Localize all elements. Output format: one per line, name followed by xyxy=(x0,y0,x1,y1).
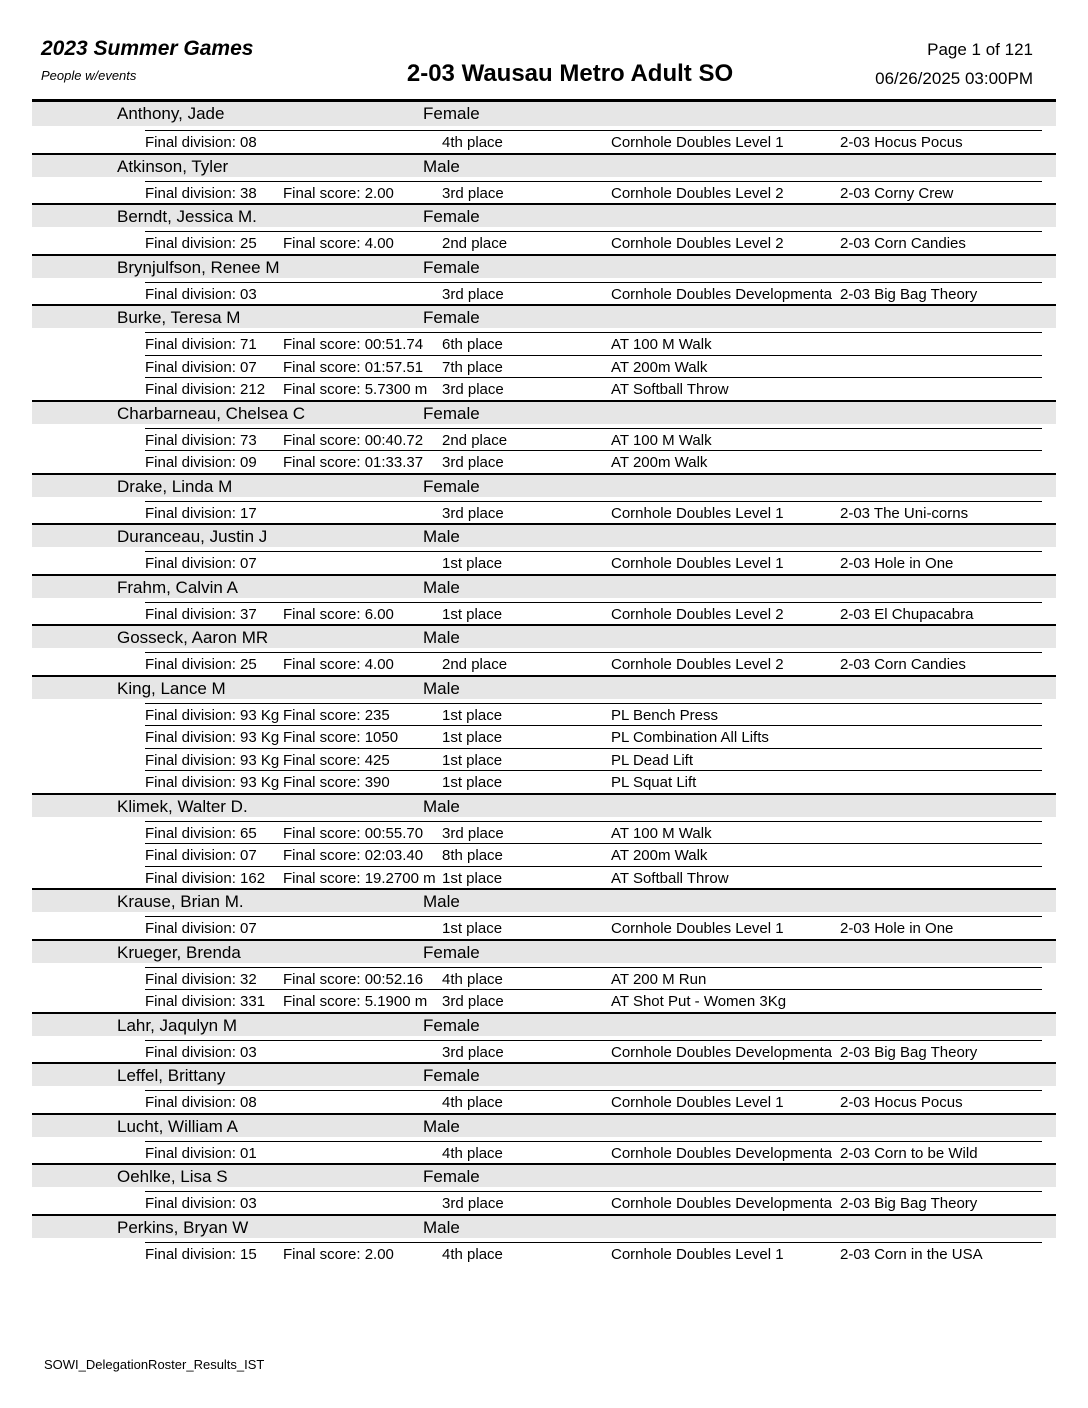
person-gender: Female xyxy=(423,207,480,226)
person-name: Leffel, Brittany xyxy=(117,1066,226,1085)
final-division: Final division: 32 xyxy=(145,970,257,988)
place: 3rd place xyxy=(442,1043,504,1061)
person-entry xyxy=(0,400,1088,473)
person-gender: Female xyxy=(423,1015,480,1035)
place: 3rd place xyxy=(442,454,504,471)
person-name: Anthony, Jade xyxy=(117,104,225,123)
event-list xyxy=(0,598,1088,625)
event-row xyxy=(145,130,1042,153)
person-header-row xyxy=(32,1012,1056,1036)
place: 4th place xyxy=(442,1144,503,1162)
final-score: Final score: 00:52.16 xyxy=(283,970,424,988)
person-header-row xyxy=(32,624,1056,648)
place: 1st place xyxy=(442,706,503,724)
event-row xyxy=(145,282,1042,305)
team-name: 2-03 Hole in One xyxy=(840,555,954,572)
person-name: Lucht, William A xyxy=(117,1116,238,1136)
final-score: Final score: 5.1900 m xyxy=(283,993,428,1010)
event-row xyxy=(145,1191,1042,1214)
place: 4th place xyxy=(442,970,503,988)
final-division: Final division: 03 xyxy=(145,285,257,303)
event-name: AT Softball Throw xyxy=(611,381,729,398)
team-name: 2-03 Corn in the USA xyxy=(840,1245,983,1263)
team-name: 2-03 Hocus Pocus xyxy=(840,1094,963,1111)
event-row xyxy=(145,1141,1042,1164)
final-division: Final division: 25 xyxy=(145,656,257,673)
final-division: Final division: 93 Kg xyxy=(145,706,280,724)
person-entry xyxy=(0,523,1088,574)
report-subtitle: People w/events xyxy=(41,68,137,83)
final-division: Final division: 162 xyxy=(145,869,266,887)
event-name: PL Combination All Lifts xyxy=(611,729,769,746)
place: 4th place xyxy=(442,1245,503,1263)
event-row xyxy=(145,916,1042,939)
event-name: AT Softball Throw xyxy=(611,869,729,887)
person-gender: Female xyxy=(423,308,480,327)
final-division: Final division: 25 xyxy=(145,235,257,252)
place: 6th place xyxy=(442,336,503,353)
event-row xyxy=(145,231,1042,254)
event-row xyxy=(145,332,1042,355)
person-header-row xyxy=(32,523,1056,547)
person-gender: Male xyxy=(423,156,460,176)
team-name: 2-03 El Chupacabra xyxy=(840,605,974,623)
person-header-row xyxy=(32,254,1056,278)
event-name: AT 200m Walk xyxy=(611,847,708,864)
person-entry xyxy=(0,939,1088,1012)
report-footer: SOWI_DelegationRoster_Results_IST xyxy=(44,1357,265,1372)
event-row xyxy=(145,989,1042,1012)
final-score: Final score: 4.00 xyxy=(283,235,394,252)
event-row xyxy=(145,377,1042,400)
person-header-row xyxy=(32,153,1056,177)
final-division: Final division: 07 xyxy=(145,920,257,937)
person-name: Krueger, Brenda xyxy=(117,942,241,962)
final-division: Final division: 07 xyxy=(145,555,257,572)
event-row xyxy=(145,428,1042,451)
final-division: Final division: 38 xyxy=(145,184,257,202)
person-entry xyxy=(0,675,1088,793)
place: 2nd place xyxy=(442,656,508,673)
person-name: Oehlke, Lisa S xyxy=(117,1167,228,1186)
delegation-title: 2-03 Wausau Metro Adult SO xyxy=(406,60,734,87)
event-row xyxy=(145,967,1042,990)
person-header-row xyxy=(32,675,1056,699)
person-header-row xyxy=(32,400,1056,424)
final-score: Final score: 01:33.37 xyxy=(283,454,424,471)
final-division: Final division: 03 xyxy=(145,1195,257,1212)
final-division: Final division: 09 xyxy=(145,454,257,471)
event-list xyxy=(0,1086,1088,1113)
final-division: Final division: 73 xyxy=(145,431,257,449)
event-list xyxy=(0,227,1088,254)
person-name: Klimek, Walter D. xyxy=(117,796,248,816)
person-gender: Male xyxy=(423,678,460,698)
event-list xyxy=(0,1137,1088,1164)
final-score: Final score: 425 xyxy=(283,751,390,769)
person-name: Brynjulfson, Renee M xyxy=(117,257,280,277)
event-name: AT 200m Walk xyxy=(611,358,708,376)
place: 3rd place xyxy=(442,381,504,398)
person-header-row xyxy=(32,1163,1056,1187)
person-entry xyxy=(0,254,1088,305)
person-name: Gosseck, Aaron MR xyxy=(117,628,269,647)
person-gender: Male xyxy=(423,892,460,911)
team-name: 2-03 Big Bag Theory xyxy=(840,285,978,303)
team-name: 2-03 Hole in One xyxy=(840,920,954,937)
person-entry xyxy=(0,1012,1088,1063)
final-division: Final division: 17 xyxy=(145,504,257,522)
place: 1st place xyxy=(442,869,503,887)
event-row xyxy=(145,843,1042,866)
final-score: Final score: 00:51.74 xyxy=(283,336,424,353)
event-row xyxy=(145,821,1042,844)
person-name: Atkinson, Tyler xyxy=(117,156,229,176)
person-gender: Female xyxy=(423,476,480,496)
event-list xyxy=(0,278,1088,305)
event-list xyxy=(0,699,1088,793)
person-header-row xyxy=(32,939,1056,963)
final-division: Final division: 71 xyxy=(145,336,257,353)
event-row xyxy=(145,770,1042,793)
place: 1st place xyxy=(442,555,503,572)
person-header-row xyxy=(32,102,1056,126)
event-list xyxy=(0,328,1088,400)
event-row xyxy=(145,501,1042,524)
event-name: Cornhole Doubles Developmenta xyxy=(611,285,832,303)
place: 3rd place xyxy=(442,285,504,303)
event-name: AT 100 M Walk xyxy=(611,336,712,353)
place: 2nd place xyxy=(442,431,508,449)
person-entry xyxy=(0,1113,1088,1164)
person-header-row xyxy=(32,473,1056,497)
person-entry xyxy=(0,793,1088,889)
event-name: Cornhole Doubles Developmenta xyxy=(611,1144,832,1162)
place: 3rd place xyxy=(442,1195,504,1212)
event-name: Cornhole Doubles Developmenta xyxy=(611,1043,832,1061)
event-list xyxy=(0,497,1088,524)
event-list xyxy=(0,1187,1088,1214)
place: 3rd place xyxy=(442,184,504,202)
team-name: 2-03 The Uni-corns xyxy=(840,504,969,522)
place: 1st place xyxy=(442,605,503,623)
place: 1st place xyxy=(442,729,503,746)
final-division: Final division: 37 xyxy=(145,605,257,623)
final-score: Final score: 2.00 xyxy=(283,1245,394,1263)
event-name: Cornhole Doubles Level 1 xyxy=(611,1094,784,1111)
event-name: AT 200 M Run xyxy=(611,970,707,988)
person-gender: Female xyxy=(423,104,480,123)
event-list xyxy=(0,1036,1088,1063)
place: 3rd place xyxy=(442,504,504,522)
page-number: Page 1 of 121 xyxy=(927,40,1033,59)
person-gender: Female xyxy=(423,1066,480,1085)
person-header-row xyxy=(32,888,1056,912)
event-list xyxy=(0,963,1088,1012)
final-division: Final division: 93 Kg xyxy=(145,729,280,746)
final-score: Final score: 19.2700 m xyxy=(283,869,436,887)
person-gender: Male xyxy=(423,628,460,647)
team-name: 2-03 Big Bag Theory xyxy=(840,1043,978,1061)
event-row xyxy=(145,1040,1042,1063)
person-gender: Male xyxy=(423,1217,460,1237)
event-list xyxy=(0,424,1088,473)
final-division: Final division: 08 xyxy=(145,134,257,151)
place: 2nd place xyxy=(442,235,508,252)
final-division: Final division: 15 xyxy=(145,1245,257,1263)
final-score: Final score: 5.7300 m xyxy=(283,381,428,398)
final-score: Final score: 1050 xyxy=(283,729,399,746)
event-row xyxy=(145,181,1042,204)
final-score: Final score: 4.00 xyxy=(283,656,394,673)
event-row xyxy=(145,703,1042,726)
event-name: AT 100 M Walk xyxy=(611,431,712,449)
event-row xyxy=(145,652,1042,675)
final-division: Final division: 65 xyxy=(145,824,257,842)
final-score: Final score: 00:40.72 xyxy=(283,431,424,449)
final-score: Final score: 01:57.51 xyxy=(283,358,424,376)
event-name: PL Squat Lift xyxy=(611,774,697,791)
person-name: Berndt, Jessica M. xyxy=(117,207,257,226)
person-entry xyxy=(0,473,1088,524)
event-name: AT 100 M Walk xyxy=(611,824,712,842)
team-name: 2-03 Corn Candies xyxy=(840,235,966,252)
person-gender: Male xyxy=(423,1116,460,1136)
event-row xyxy=(145,1242,1042,1265)
final-score: Final score: 6.00 xyxy=(283,605,394,623)
event-name: Cornhole Doubles Level 2 xyxy=(611,605,784,623)
place: 7th place xyxy=(442,358,503,376)
event-list xyxy=(0,648,1088,675)
place: 1st place xyxy=(442,920,503,937)
event-row xyxy=(145,551,1042,574)
person-header-row xyxy=(32,203,1056,227)
person-entry xyxy=(0,203,1088,254)
person-gender: Male xyxy=(423,796,460,816)
event-name: AT Shot Put - Women 3Kg xyxy=(611,993,787,1010)
person-header-row xyxy=(32,574,1056,598)
final-score: Final score: 2.00 xyxy=(283,184,394,202)
final-division: Final division: 08 xyxy=(145,1094,257,1111)
place: 1st place xyxy=(442,774,503,791)
place: 8th place xyxy=(442,847,503,864)
event-name: Cornhole Doubles Level 1 xyxy=(611,555,784,572)
person-entry xyxy=(0,102,1088,153)
place: 4th place xyxy=(442,134,503,151)
person-entry xyxy=(0,888,1088,939)
person-name: Perkins, Bryan W xyxy=(117,1217,249,1237)
roster-list xyxy=(0,102,1088,1264)
event-list xyxy=(0,126,1088,153)
event-row xyxy=(145,866,1042,889)
team-name: 2-03 Hocus Pocus xyxy=(840,134,963,151)
event-list xyxy=(0,547,1088,574)
person-entry xyxy=(0,1163,1088,1214)
event-name: PL Dead Lift xyxy=(611,751,693,769)
person-name: Krause, Brian M. xyxy=(117,892,244,911)
place: 3rd place xyxy=(442,824,504,842)
person-name: Duranceau, Justin J xyxy=(117,527,268,546)
final-score: Final score: 02:03.40 xyxy=(283,847,424,864)
event-row xyxy=(145,355,1042,378)
event-name: Cornhole Doubles Level 1 xyxy=(611,1245,784,1263)
team-name: 2-03 Corny Crew xyxy=(840,184,954,202)
person-gender: Male xyxy=(423,577,460,597)
report-datetime: 06/26/2025 03:00PM xyxy=(875,69,1033,88)
final-score: Final score: 390 xyxy=(283,774,390,791)
person-gender: Male xyxy=(423,527,460,546)
person-name: Charbarneau, Chelsea C xyxy=(117,403,306,423)
event-list xyxy=(0,817,1088,889)
report-title: 2023 Summer Games xyxy=(41,37,254,60)
person-header-row xyxy=(32,793,1056,817)
person-entry xyxy=(0,1214,1088,1265)
event-list xyxy=(0,912,1088,939)
event-row xyxy=(145,602,1042,625)
team-name: 2-03 Corn Candies xyxy=(840,656,966,673)
final-score: Final score: 235 xyxy=(283,706,390,724)
final-division: Final division: 07 xyxy=(145,358,257,376)
event-name: Cornhole Doubles Level 1 xyxy=(611,134,784,151)
final-score: Final score: 00:55.70 xyxy=(283,824,424,842)
event-row xyxy=(145,1090,1042,1113)
event-name: Cornhole Doubles Level 2 xyxy=(611,656,784,673)
event-name: Cornhole Doubles Level 1 xyxy=(611,504,784,522)
event-list xyxy=(0,1238,1088,1265)
place: 1st place xyxy=(442,751,503,769)
person-entry xyxy=(0,624,1088,675)
person-entry xyxy=(0,304,1088,400)
team-name: 2-03 Big Bag Theory xyxy=(840,1195,978,1212)
person-gender: Female xyxy=(423,403,480,423)
final-division: Final division: 07 xyxy=(145,847,257,864)
person-header-row xyxy=(32,1113,1056,1137)
final-division: Final division: 331 xyxy=(145,993,266,1010)
event-name: AT 200m Walk xyxy=(611,454,708,471)
event-name: Cornhole Doubles Level 1 xyxy=(611,920,784,937)
person-name: Burke, Teresa M xyxy=(117,308,241,327)
event-list xyxy=(0,177,1088,204)
event-name: PL Bench Press xyxy=(611,706,718,724)
final-division: Final division: 93 Kg xyxy=(145,751,280,769)
person-header-row xyxy=(32,304,1056,328)
place: 4th place xyxy=(442,1094,503,1111)
event-name: Cornhole Doubles Developmenta xyxy=(611,1195,832,1212)
person-name: Lahr, Jaqulyn M xyxy=(117,1015,238,1035)
person-entry xyxy=(0,1062,1088,1113)
person-entry xyxy=(0,153,1088,204)
event-name: Cornhole Doubles Level 2 xyxy=(611,184,784,202)
event-row xyxy=(145,725,1042,748)
final-division: Final division: 01 xyxy=(145,1144,257,1162)
place: 3rd place xyxy=(442,993,504,1010)
final-division: Final division: 93 Kg xyxy=(145,774,280,791)
event-row xyxy=(145,748,1042,771)
person-name: Frahm, Calvin A xyxy=(117,577,238,597)
event-row xyxy=(145,450,1042,473)
person-gender: Female xyxy=(423,1167,480,1186)
person-gender: Female xyxy=(423,257,480,277)
team-name: 2-03 Corn to be Wild xyxy=(840,1144,978,1162)
final-division: Final division: 212 xyxy=(145,381,266,398)
person-header-row xyxy=(32,1062,1056,1086)
person-name: Drake, Linda M xyxy=(117,476,233,496)
person-entry xyxy=(0,574,1088,625)
event-name: Cornhole Doubles Level 2 xyxy=(611,235,784,252)
person-gender: Female xyxy=(423,942,480,962)
person-header-row xyxy=(32,1214,1056,1238)
final-division: Final division: 03 xyxy=(145,1043,257,1061)
person-name: King, Lance M xyxy=(117,678,226,698)
